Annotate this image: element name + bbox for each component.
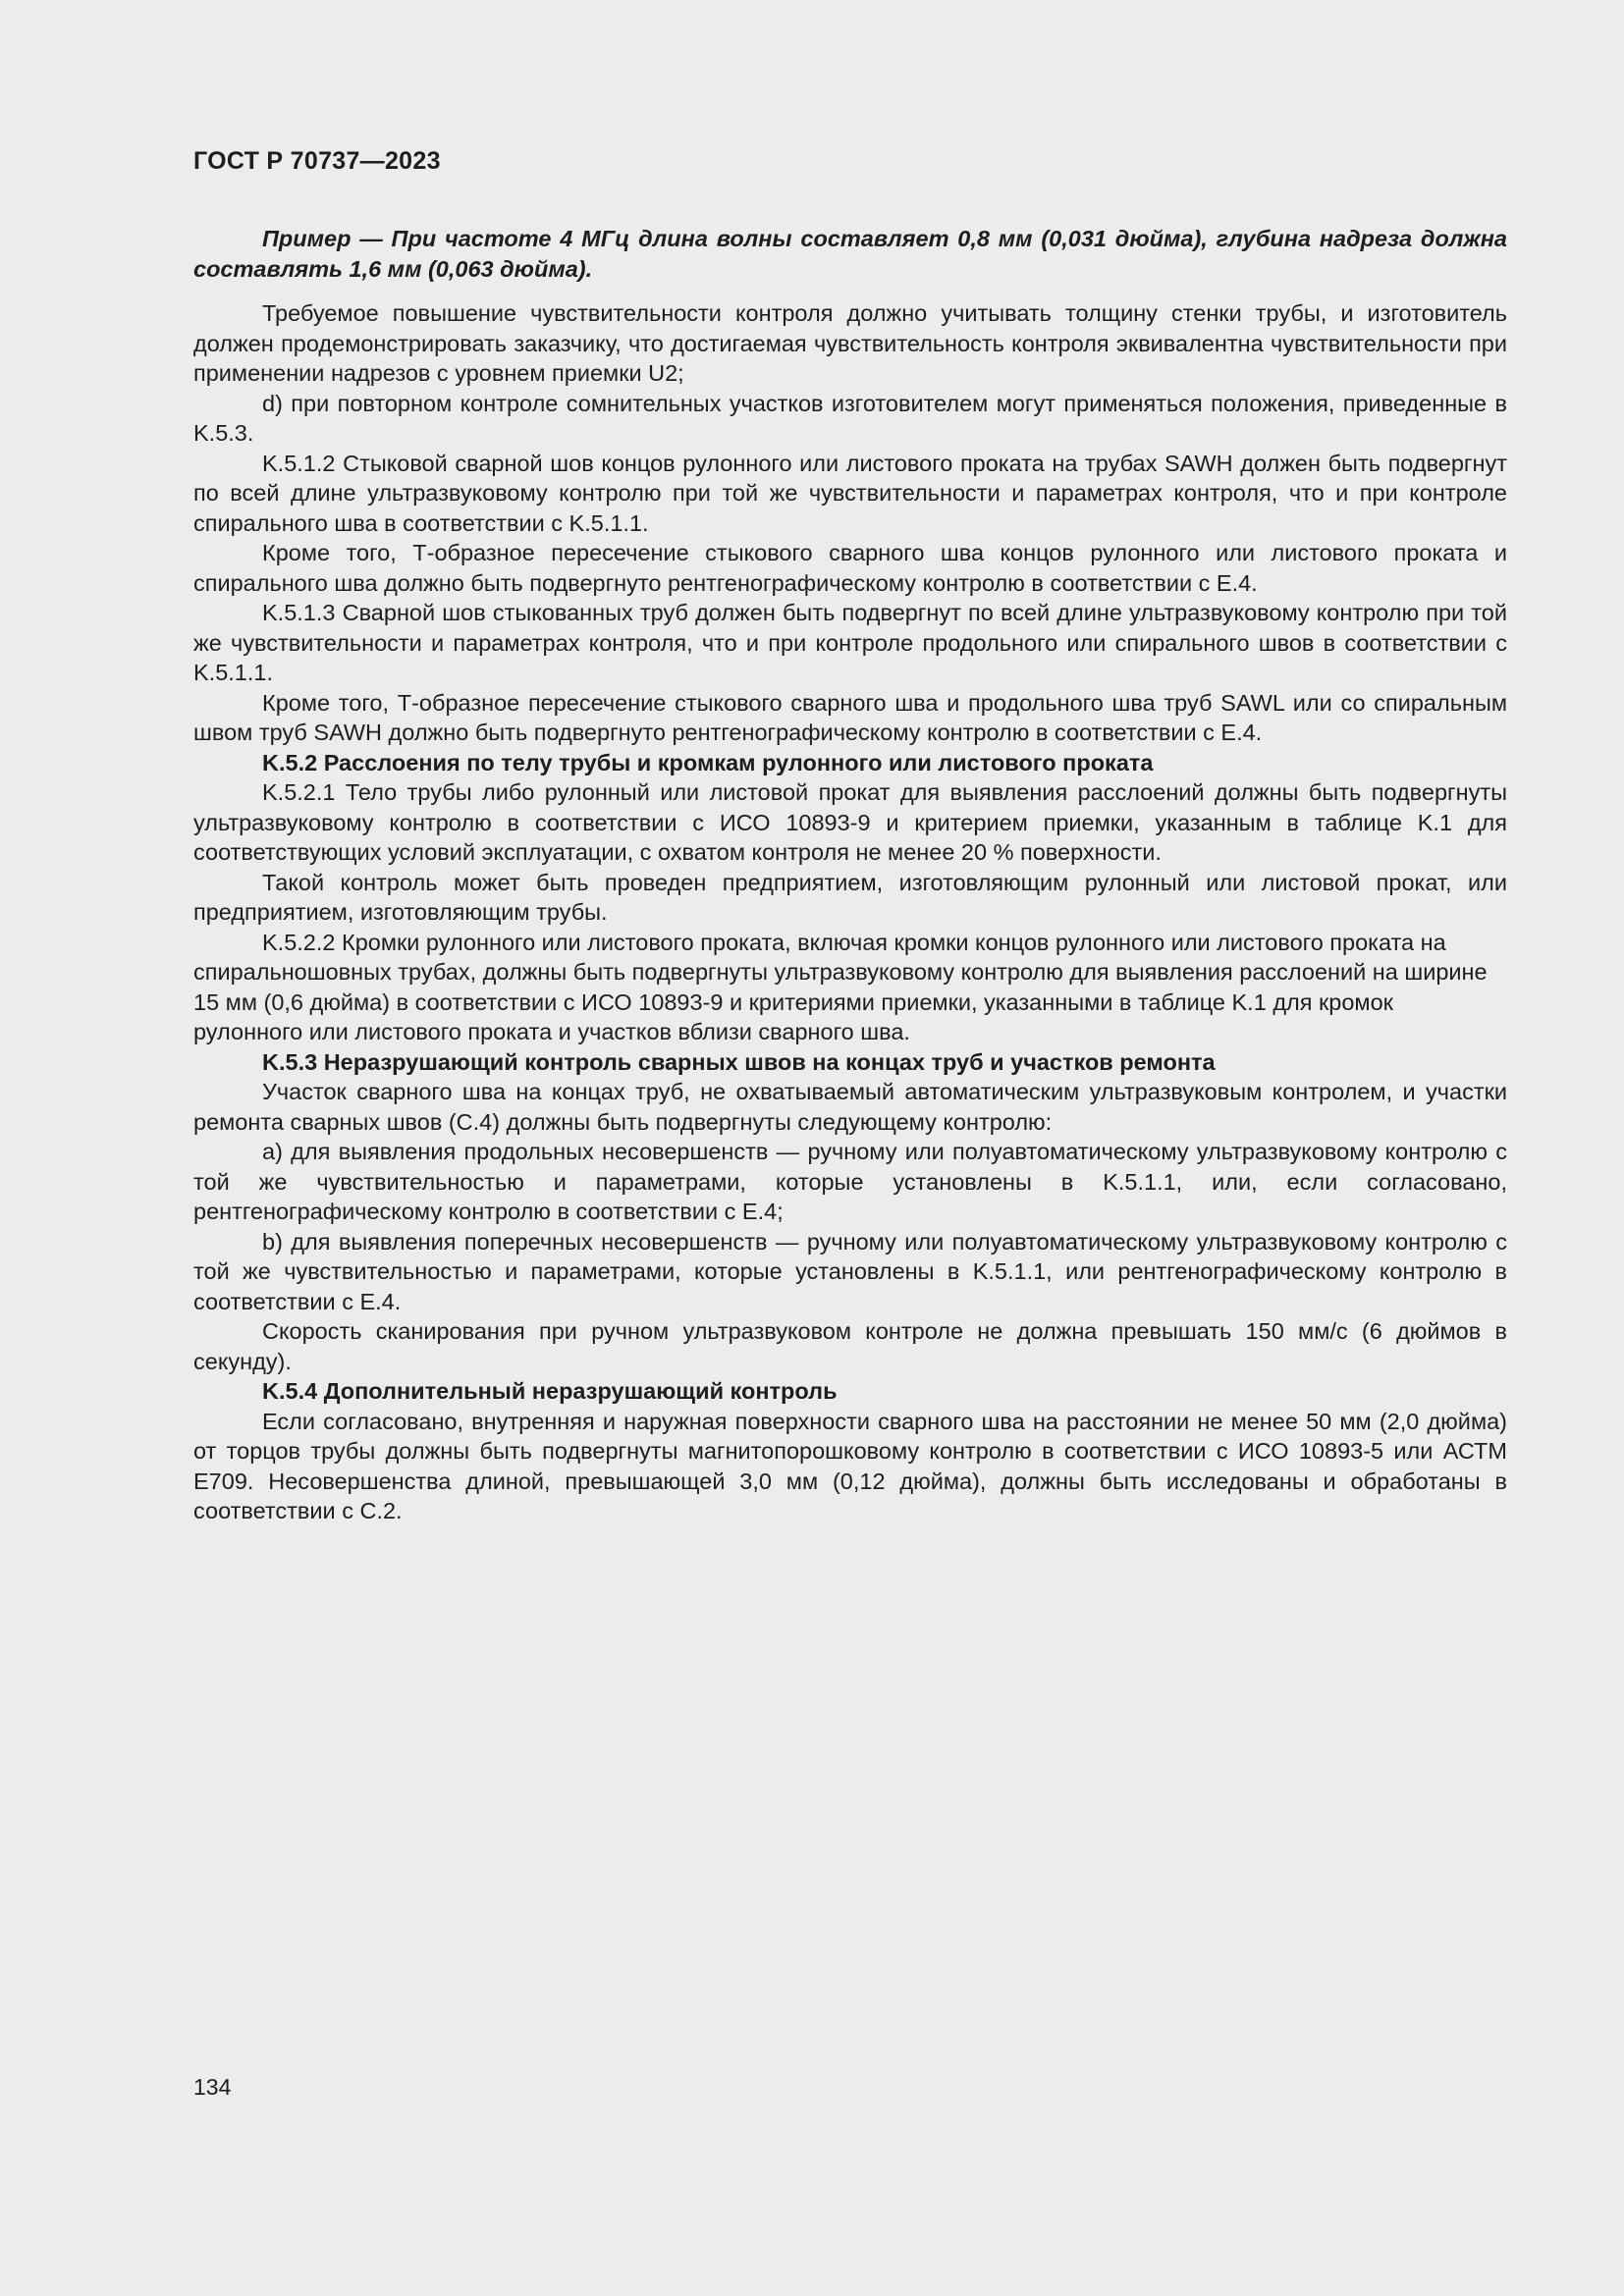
section-heading: K.5.3 Неразрушающий контроль сварных швов на концах труб и участков ремонта	[262, 1048, 1216, 1075]
section-heading: K.5.4 Дополнительный неразрушающий контроль	[262, 1378, 838, 1404]
paragraph: K.5.2.2 Кромки рулонного или листового проката, включая кромки концов рулонного или листового проката на спиральношовных трубах, должны быть подвергнуты ультразвуковому контролю для выявления расслоений на ширине 15 мм (0,6 дюйма) в соответствии с ИСО 10893-9 и критериями приемки, указанными в таблице K.1 для кромок рулонного или листового проката и участков вблизи сварного шва.	[193, 929, 1488, 1044]
paragraph: Скорость сканирования при ручном ультразвуковом контроле не должна превышать 150 мм/с (6 дюймов в секунду).	[193, 1318, 1507, 1374]
paragraph: Участок сварного шва на концах труб, не охватываемый автоматическим ультразвуковым контролем, и участки ремонта сварных швов (C.4) должны быть подвергнуты следующему контролю:	[193, 1079, 1507, 1135]
document-header: ГОСТ Р 70737—2023	[193, 147, 441, 175]
paragraph: d) при повторном контроле сомнительных участков изготовителем могут применяться положения, приведенные в K.5.3.	[193, 390, 1507, 446]
page-number: 134	[193, 2074, 232, 2100]
paragraph: Кроме того, Т-образное пересечение стыкового сварного шва и продольного шва труб SAWL или со спиральным швом труб SAWH должно быть подвергнуто рентгенографическому контролю в соответствии с E.4.	[193, 689, 1507, 745]
document-body	[193, 224, 1507, 1526]
section-heading: K.5.2 Расслоения по телу трубы и кромкам рулонного или листового проката	[262, 749, 1154, 775]
paragraph: b) для выявления поперечных несовершенств — ручному или полуавтоматическому ультразвуковому контролю с той же чувствительностью и параметрами, которые установлены в K.5.1.1, или рентгенографическому контролю в соответствии с E.4.	[193, 1228, 1507, 1314]
paragraph: K.5.1.2 Стыковой сварной шов концов рулонного или листового проката на трубах SAWH должен быть подвергнут по всей длине ультразвуковому контролю при той же чувствительности и параметрах контроля, что и при контроле спирального шва в соответствии с K.5.1.1.	[193, 450, 1507, 536]
paragraph: Такой контроль может быть проведен предприятием, изготовляющим рулонный или листовой прокат, или предприятием, изготовляющим трубы.	[193, 869, 1507, 925]
paragraph: K.5.1.3 Сварной шов стыкованных труб должен быть подвергнут по всей длине ультразвуковому контролю при той же чувствительности и параметрах контроля, что и при контроле продольного или спирального швов в соответствии с K.5.1.1.	[193, 600, 1507, 685]
paragraph: Если согласовано, внутренняя и наружная поверхности сварного шва на расстоянии не менее 50 мм (2,0 дюйма) от торцов трубы должны быть подвергнуты магнитопорошковому контролю в соответствии с ИСО 10893-5 или АСТМ E709. Несовершенства длиной, превышающей 3,0 мм (0,12 дюйма), должны быть исследованы и обработаны в соответствии с C.2.	[193, 1408, 1507, 1523]
paragraph: a) для выявления продольных несовершенств — ручному или полуавтоматическому ультразвуковому контролю с той же чувствительностью и параметрами, которые установлены в K.5.1.1, или, если согласовано, рентгенографическому контролю в соответствии с E.4;	[193, 1139, 1507, 1224]
paragraph-list	[193, 298, 1507, 1526]
example-note: Пример — При частоте 4 МГц длина волны составляет 0,8 мм (0,031 дюйма), глубина надреза должна составлять 1,6 мм (0,063 дюйма).	[193, 226, 1507, 282]
paragraph: Кроме того, Т-образное пересечение стыкового сварного шва концов рулонного или листового проката и спирального шва должно быть подвергнуто рентгенографическому контролю в соответствии с E.4.	[193, 540, 1507, 596]
paragraph: Требуемое повышение чувствительности контроля должно учитывать толщину стенки трубы, и изготовитель должен продемонстрировать заказчику, что достигаемая чувствительность контроля эквивалентна чувствительности при применении надрезов с уровнем приемки U2;	[193, 300, 1507, 386]
paragraph: K.5.2.1 Тело трубы либо рулонный или листовой прокат для выявления расслоений должны быть подвергнуты ультразвуковому контролю в соответствии с ИСО 10893-9 и критерием приемки, указанным в таблице K.1 для соответствующих условий эксплуатации, с охватом контроля не менее 20 % поверхности.	[193, 779, 1507, 865]
